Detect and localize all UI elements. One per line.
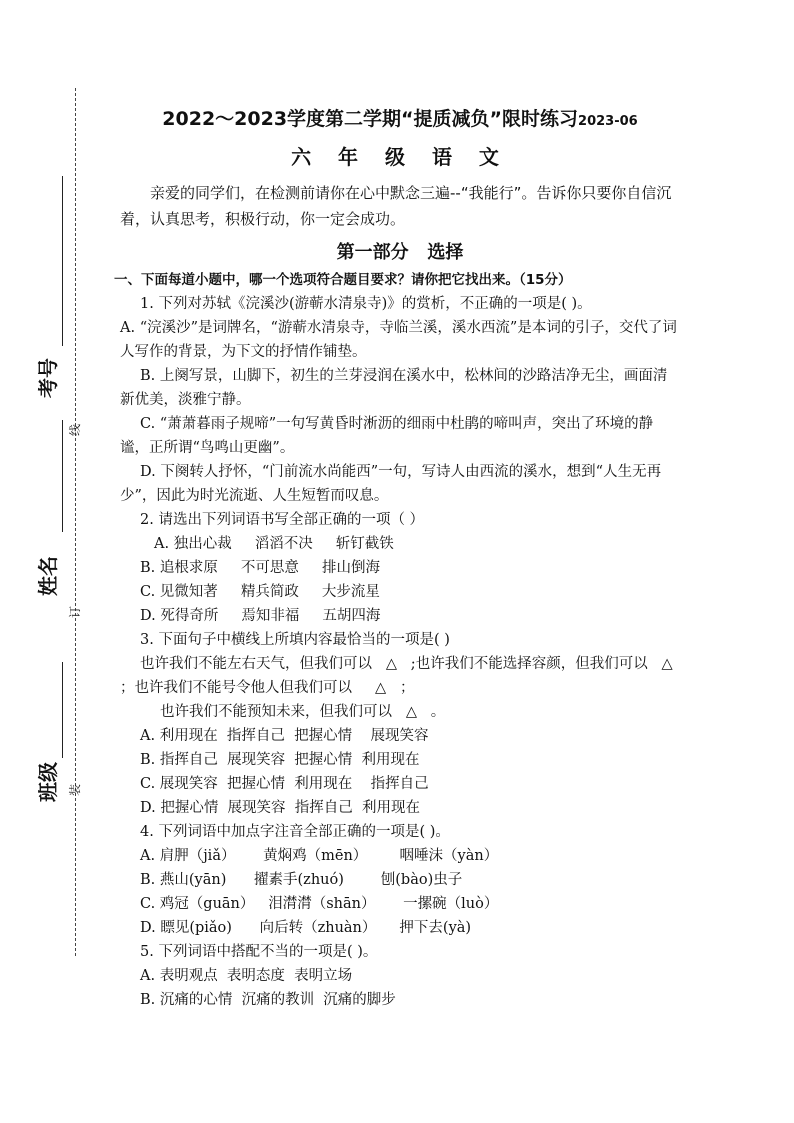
exam-title-text: 2022～2023学度第二学期“提质减负”限时练习 (162, 108, 579, 130)
part-title: 第一部分 选择 (336, 242, 464, 263)
question-2-option-b: B. 追根求原 不可思意 排山倒海 (140, 560, 380, 576)
binding-dashed-line (75, 88, 76, 956)
question-2-option-a: A. 独出心裁 滔滔不决 斩钉截铁 (154, 536, 394, 552)
question-4-stem: 4. 下列词语中加点字注音全部正确的一项是( )。 (140, 824, 450, 840)
question-3-option-d: D. 把握心情 展现笑容 指挥自己 利用现在 (140, 800, 420, 816)
name-field (32, 420, 72, 600)
question-3-option-a: A. 利用现在 指挥自己 把握心情 展现笑容 (140, 728, 429, 744)
question-4-option-a: A. 肩胛（jiǎ） 黄焖鸡（mēn） 咽唾沫（yàn） (140, 848, 499, 864)
exam-content (114, 104, 692, 1012)
question-1-option-b: B. 上阕写景，山脚下，初生的兰芽浸润在溪水中，松林间的沙路洁净无尘，画面清新优美，淡雅宁静。 (120, 368, 668, 408)
class-blank (62, 662, 63, 758)
exam-number-label: 考号 (36, 358, 60, 398)
question-3-option-c: C. 展现笑容 把握心情 利用现在 指挥自己 (140, 776, 429, 792)
question-1-option-c: C. “萧萧暮雨子规啼”一句写黄昏时淅沥的细雨中杜鹃的啼叫声，突出了环境的静谧，正所谓“鸟鸣山更幽”。 (120, 416, 654, 456)
question-2-option-d: D. 死得奇所 焉知非福 五胡四海 (140, 608, 381, 624)
question-3-option-b: B. 指挥自己 展现笑容 把握心情 利用现在 (140, 752, 420, 768)
grade-subject: 六 年 级 语 文 (291, 145, 509, 169)
question-1-option-d: D. 下阕转人抒怀，“门前流水尚能西”一句，写诗人由西流的溪水，想到“人生无再少”，因此为时光流逝、人生短暂而叹息。 (120, 464, 662, 504)
exam-date: 2023-06 (578, 114, 638, 129)
class-label: 班级 (36, 762, 60, 802)
name-label: 姓名 (36, 556, 60, 596)
question-1-stem: 1. 下列对苏轼《浣溪沙(游蕲水清泉寺)》的赏析，不正确的一项是( )。 (140, 296, 592, 312)
section-heading: 一、下面每道小题中，哪一个选项符合题目要求？请你把它找出来。（15分） (114, 272, 572, 288)
class-field (32, 662, 72, 822)
name-blank (62, 420, 63, 532)
question-4 (120, 820, 680, 940)
intro-paragraph: 亲爱的同学们，在检测前请你在心中默念三遍--“我能行”。告诉你只要你自信沉着，认真思考，积极行动，你一定会成功。 (120, 184, 672, 228)
question-3-stem: 3. 下面句子中横线上所填内容最恰当的一项是( ) (140, 632, 450, 648)
question-4-option-b: B. 燕山(yān) 擢素手(zhuó) 刨(bào)虫子 (140, 872, 463, 888)
exam-number-blank (62, 176, 63, 346)
question-4-option-d: D. 瞟见(piǎo) 向后转（zhuàn） 押下去(yà) (140, 920, 472, 936)
question-5-option-b: B. 沉痛的心情 沉痛的教训 沉痛的脚步 (140, 992, 396, 1008)
binding-margin (0, 0, 110, 1123)
question-1 (120, 292, 680, 508)
exam-title (120, 104, 680, 134)
question-5-stem: 5. 下列词语中搭配不当的一项是( )。 (140, 944, 378, 960)
question-2-stem: 2. 请选出下列词语书写全部正确的一项（ ） (140, 512, 425, 528)
question-5 (120, 940, 680, 1012)
question-4-option-c: C. 鸡冠（guān） 泪潸潸（shān） 一摞碗（luò） (140, 896, 499, 912)
question-3 (120, 628, 692, 820)
exam-number-field (32, 176, 72, 406)
question-3-sentence-1: 也许我们不能左右天气，但我们可以 △ ;也许我们不能选择容颜，但我们可以 △ ；也许我们不能号令他人但我们可以 △ ； (120, 656, 692, 696)
question-3-sentence-2: 也许我们不能预知未来，但我们可以 △ 。 (160, 704, 446, 720)
question-2-option-c: C. 见微知著 精兵简政 大步流星 (140, 584, 380, 600)
binding-mark-zhuang: 装 (68, 783, 82, 796)
question-5-option-a: A. 表明观点 表明态度 表明立场 (140, 968, 353, 984)
binding-mark-xian: 线 (68, 423, 82, 436)
question-1-option-a: A. “浣溪沙”是词牌名，“游蕲水清泉寺，寺临兰溪，溪水西流”是本词的引子，交代了词人写作的背景，为下文的抒情作铺垫。 (120, 320, 677, 360)
binding-mark-ding: 订 (68, 605, 82, 618)
question-2 (120, 508, 680, 628)
